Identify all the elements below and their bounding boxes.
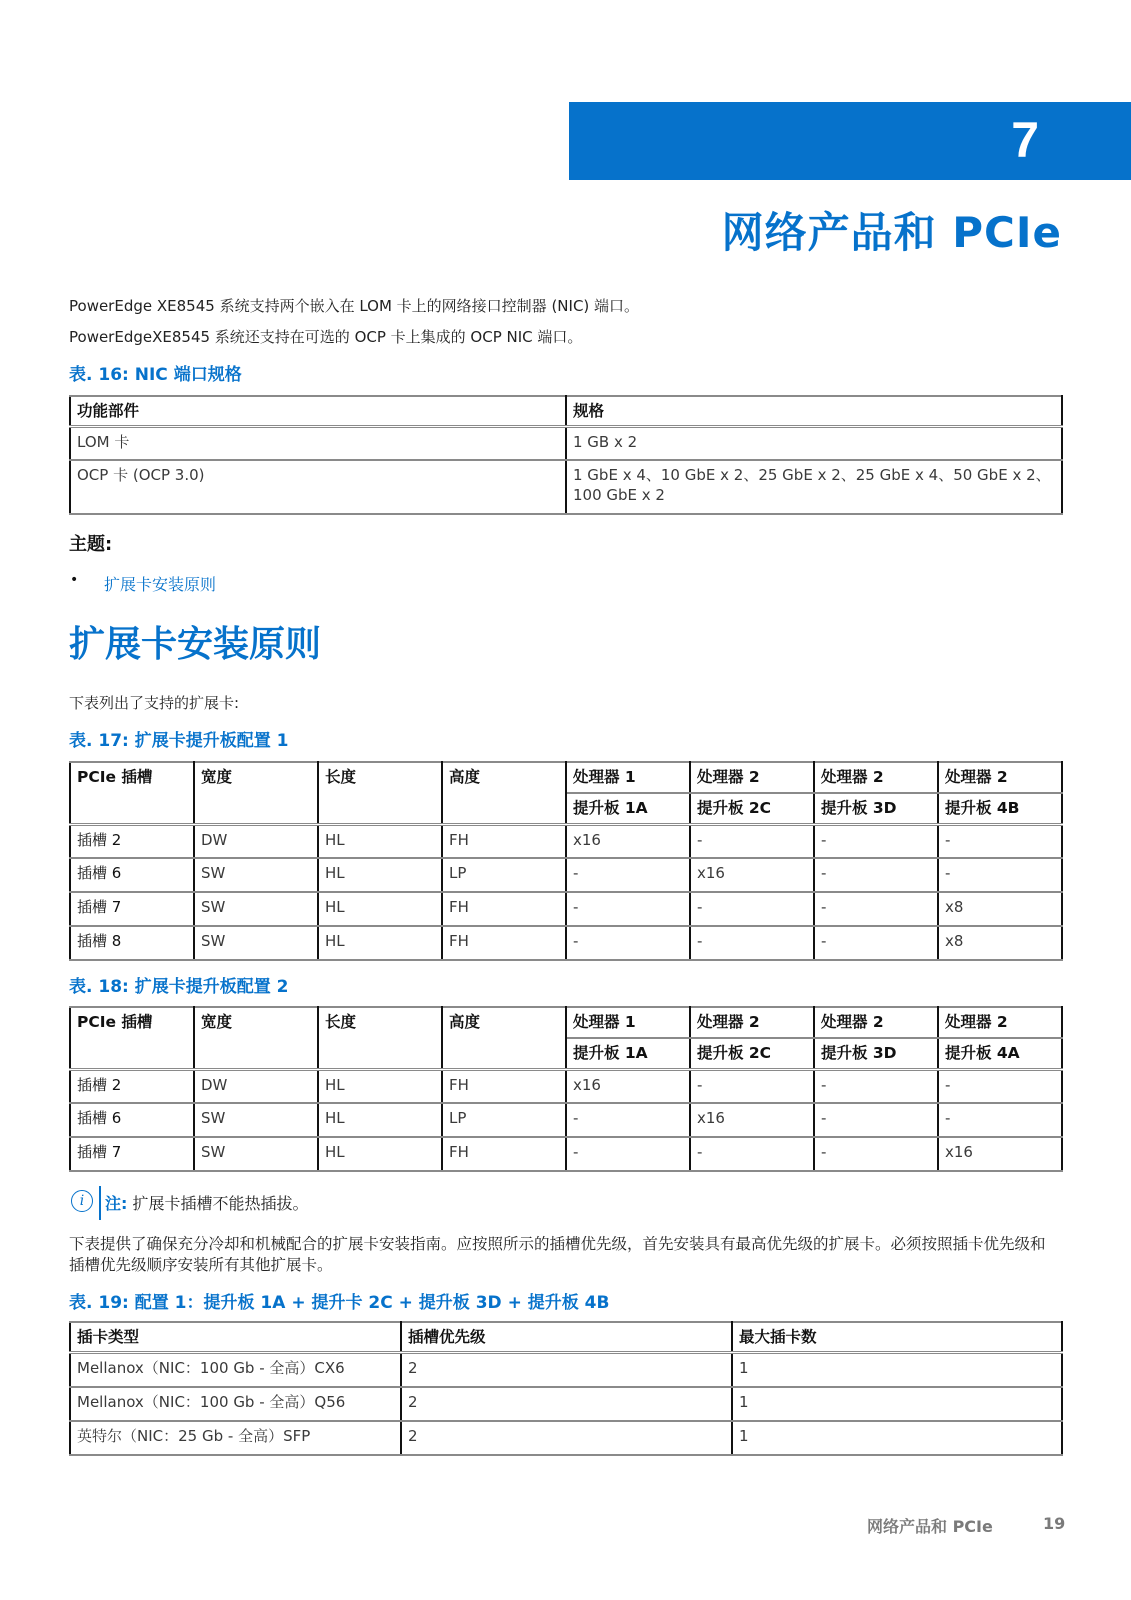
table16 [69, 395, 1063, 515]
table-cell: x16 [566, 1069, 690, 1103]
table-cell: FH [442, 1137, 566, 1171]
table-row [70, 1353, 1062, 1387]
table-cell: x16 [938, 1137, 1062, 1171]
table-cell: Mellanox（NIC：100 Gb - 全高）CX6 [70, 1353, 401, 1387]
table19-header: 插卡类型 [70, 1322, 401, 1353]
table-cell: FH [442, 1069, 566, 1103]
table-cell: DW [194, 1069, 318, 1103]
table19-header: 插槽优先级 [401, 1322, 732, 1353]
intro-paragraph-1: PowerEdge XE8545 系统支持两个嵌入在 LOM 卡上的网络接口控制器 (NIC) 端口。 [69, 297, 640, 315]
table17-riser-header: 提升板 1A [566, 793, 690, 824]
table-row [70, 858, 1062, 892]
table18-proc-header: 处理器 2 [814, 1007, 938, 1038]
table18-header: 高度 [442, 1007, 566, 1069]
table-cell: - [814, 892, 938, 926]
table17-header: PCIe 插槽 [70, 762, 194, 824]
table17-proc-header: 处理器 2 [938, 762, 1062, 793]
table19-header: 最大插卡数 [732, 1322, 1062, 1353]
table-cell: - [938, 824, 1062, 858]
section-lead: 下表列出了支持的扩展卡: [69, 694, 240, 712]
table-cell: - [814, 824, 938, 858]
table-cell: 1 GB x 2 [566, 427, 1062, 460]
table18 [69, 1006, 1063, 1172]
guideline-paragraph: 下表提供了确保充分冷却和机械配合的扩展卡安装指南。应按照所示的插槽优先级，首先安装具有最高优先级的扩展卡。必须按照插卡优先级和插槽优先级顺序安装所有其他扩展卡。 [69, 1235, 1046, 1274]
table-cell: FH [442, 926, 566, 960]
table-row [70, 427, 1062, 460]
table-cell: - [814, 858, 938, 892]
table18-proc-header: 处理器 2 [690, 1007, 814, 1038]
table-cell: SW [194, 1137, 318, 1171]
table17 [69, 761, 1063, 961]
table-row [70, 824, 1062, 858]
table17-riser-header: 提升板 2C [690, 793, 814, 824]
table-cell: HL [318, 824, 442, 858]
table-cell: DW [194, 824, 318, 858]
table-cell: SW [194, 892, 318, 926]
table18-proc-header: 处理器 2 [938, 1007, 1062, 1038]
table17-caption: 表. 17: 扩展卡提升板配置 1 [69, 731, 289, 751]
table-cell: 插槽 7 [70, 1137, 194, 1171]
chapter-banner [569, 102, 1131, 180]
table-cell: x16 [566, 824, 690, 858]
table17-proc-header: 处理器 2 [690, 762, 814, 793]
table-cell: - [938, 1069, 1062, 1103]
table-cell: HL [318, 858, 442, 892]
table-cell: x16 [690, 858, 814, 892]
table19 [69, 1321, 1063, 1456]
table-cell: 英特尔（NIC：25 Gb - 全高）SFP [70, 1421, 401, 1455]
table-cell: FH [442, 892, 566, 926]
table17-header: 宽度 [194, 762, 318, 824]
table-row [70, 460, 1062, 514]
footer-title: 网络产品和 PCIe [867, 1517, 993, 1536]
table17-riser-header: 提升板 3D [814, 793, 938, 824]
table-row [70, 926, 1062, 960]
table16-header: 功能部件 [70, 396, 566, 427]
table-cell: 2 [401, 1421, 732, 1455]
table17-header: 高度 [442, 762, 566, 824]
table-cell: OCP 卡 (OCP 3.0) [70, 460, 566, 514]
table17-proc-header: 处理器 1 [566, 762, 690, 793]
table-cell: - [814, 1069, 938, 1103]
table-cell: - [690, 892, 814, 926]
table-cell: x8 [938, 892, 1062, 926]
table18-proc-header: 处理器 1 [566, 1007, 690, 1038]
table18-header: PCIe 插槽 [70, 1007, 194, 1069]
table-cell: - [938, 858, 1062, 892]
table-row [70, 1387, 1062, 1421]
section-title: 扩展卡安装原则 [69, 624, 322, 665]
table-cell: - [566, 858, 690, 892]
table-cell: HL [318, 926, 442, 960]
table17-riser-header: 提升板 4B [938, 793, 1062, 824]
table-cell: LP [442, 858, 566, 892]
table17-header: 长度 [318, 762, 442, 824]
table16-header: 规格 [566, 396, 1062, 427]
topics-heading: 主题: [69, 534, 113, 555]
table18-riser-header: 提升板 1A [566, 1038, 690, 1069]
table-cell: - [814, 1103, 938, 1137]
table-cell: - [814, 1137, 938, 1171]
table-cell: HL [318, 1137, 442, 1171]
table19-caption: 表. 19: 配置 1：提升板 1A + 提升卡 2C + 提升板 3D + 提升板 4B [69, 1293, 610, 1313]
table-cell: - [566, 926, 690, 960]
table-row [70, 1137, 1062, 1171]
table-cell: - [814, 926, 938, 960]
table-cell: - [938, 1103, 1062, 1137]
table-cell: LP [442, 1103, 566, 1137]
table16-caption: 表. 16: NIC 端口规格 [69, 365, 242, 385]
table-cell: x16 [690, 1103, 814, 1137]
table-cell: - [566, 892, 690, 926]
table-cell: 插槽 2 [70, 1069, 194, 1103]
table-cell: 1 [732, 1353, 1062, 1387]
note [105, 1191, 309, 1214]
chapter-title: 网络产品和 PCIe [721, 208, 1062, 257]
table17-proc-header: 处理器 2 [814, 762, 938, 793]
note-text: 扩展卡插槽不能热插拔。 [132, 1194, 309, 1213]
table-row [70, 1069, 1062, 1103]
table-cell: SW [194, 1103, 318, 1137]
table-cell: 1 [732, 1421, 1062, 1455]
table-cell: - [566, 1103, 690, 1137]
table-cell: 1 [732, 1387, 1062, 1421]
table-cell: - [690, 1069, 814, 1103]
table-cell: 插槽 2 [70, 824, 194, 858]
table18-riser-header: 提升板 4A [938, 1038, 1062, 1069]
page-number: 19 [1043, 1514, 1066, 1533]
table-cell: 插槽 8 [70, 926, 194, 960]
table18-riser-header: 提升板 2C [690, 1038, 814, 1069]
table18-header: 宽度 [194, 1007, 318, 1069]
table-cell: LOM 卡 [70, 427, 566, 460]
table-row [70, 892, 1062, 926]
chapter-number: 7 [1011, 112, 1039, 168]
table-cell: 2 [401, 1387, 732, 1421]
table-cell: 插槽 6 [70, 858, 194, 892]
topic-link[interactable]: 扩展卡安装原则 [104, 575, 217, 594]
table18-header: 长度 [318, 1007, 442, 1069]
table-cell: HL [318, 1103, 442, 1137]
note-divider [99, 1186, 101, 1220]
table-cell: - [690, 1137, 814, 1171]
table-cell: 2 [401, 1353, 732, 1387]
table-cell: 1 GbE x 4、10 GbE x 2、25 GbE x 2、25 GbE x 4、50 GbE x 2、100 GbE x 2 [566, 460, 1062, 514]
table18-caption: 表. 18: 扩展卡提升板配置 2 [69, 977, 289, 997]
table-cell: x8 [938, 926, 1062, 960]
table-row [70, 1421, 1062, 1455]
table-row [70, 1103, 1062, 1137]
table-cell: HL [318, 1069, 442, 1103]
table-cell: Mellanox（NIC：100 Gb - 全高）Q56 [70, 1387, 401, 1421]
table-cell: FH [442, 824, 566, 858]
table-cell: HL [318, 892, 442, 926]
table-cell: - [690, 926, 814, 960]
table-cell: 插槽 6 [70, 1103, 194, 1137]
bullet: • [70, 572, 79, 588]
table-cell: - [566, 1137, 690, 1171]
table-cell: SW [194, 926, 318, 960]
note-label: 注: [105, 1194, 128, 1213]
table18-riser-header: 提升板 3D [814, 1038, 938, 1069]
table-cell: - [690, 824, 814, 858]
info-icon: i [71, 1190, 93, 1212]
table-cell: SW [194, 858, 318, 892]
table-cell: 插槽 7 [70, 892, 194, 926]
intro-paragraph-2: PowerEdgeXE8545 系统还支持在可选的 OCP 卡上集成的 OCP NIC 端口。 [69, 328, 583, 346]
